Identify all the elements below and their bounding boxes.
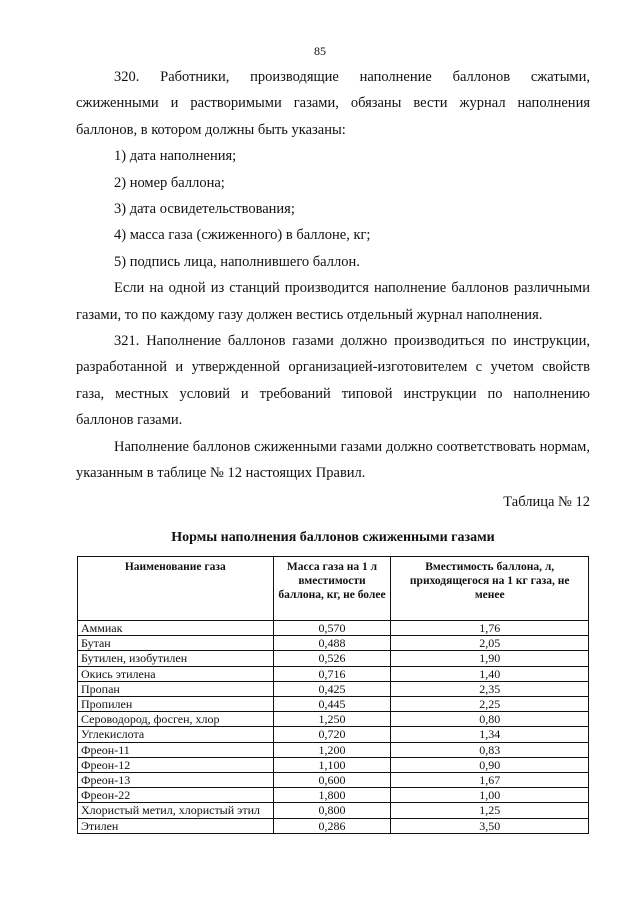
cell-capacity: 1,34: [391, 727, 589, 742]
table-row: [78, 788, 589, 803]
cell-gas-mass: 0,720: [273, 727, 391, 742]
cell-capacity: 2,25: [391, 697, 589, 712]
table-row: [78, 773, 589, 788]
cell-capacity: 1,40: [391, 666, 589, 681]
cell-capacity: 1,90: [391, 651, 589, 666]
cell-capacity: 1,00: [391, 788, 589, 803]
cell-gas-name: Бутилен, изобутилен: [78, 651, 274, 666]
paragraph-321: 321. Наполнение баллонов газами должно производиться по инструкции, разработанной и утвержденной организацией-изготовителем с учетом свойств газа, местных условий и требований типовой инструкции по наполнению баллонов газами.: [76, 333, 590, 429]
cell-gas-mass: 0,286: [273, 818, 391, 833]
cell-capacity: 0,83: [391, 742, 589, 757]
table-row: [78, 666, 589, 681]
paragraph-norms: Наполнение баллонов сжиженными газами должно соответствовать нормам, указанным в таблице № 12 настоящих Правил.: [76, 438, 590, 482]
table-row: [78, 651, 589, 666]
cell-gas-mass: 0,600: [273, 773, 391, 788]
header-capacity: Вместимость баллона, л, приходящегося на 1 кг газа, не менее: [391, 557, 589, 621]
paragraph-stations: Если на одной из станций производится наполнение баллонов различными газами, то по каждому газу должен вестись отдельный журнал наполнения.: [76, 280, 590, 323]
table-row: [78, 712, 589, 727]
table-row: [78, 742, 589, 757]
cell-gas-mass: 0,425: [273, 681, 391, 696]
cell-gas-mass: 0,570: [273, 621, 391, 636]
table-header-row: [78, 557, 589, 621]
cell-capacity: 1,25: [391, 803, 589, 818]
cell-gas-mass: 1,200: [273, 742, 391, 757]
table-row: [78, 803, 589, 818]
cell-gas-name: Фреон-22: [78, 788, 274, 803]
cell-gas-mass: 1,100: [273, 757, 391, 772]
cell-gas-mass: 1,250: [273, 712, 391, 727]
cell-capacity: 2,35: [391, 681, 589, 696]
cell-gas-mass: 0,445: [273, 697, 391, 712]
cell-gas-name: Углекислота: [78, 727, 274, 742]
cell-capacity: 2,05: [391, 636, 589, 651]
cell-capacity: 0,90: [391, 757, 589, 772]
cell-gas-name: Пропилен: [78, 697, 274, 712]
table-row: [78, 727, 589, 742]
cell-gas-name: Аммиак: [78, 621, 274, 636]
table-row: [78, 757, 589, 772]
paragraph-320: 320. Работники, производящие наполнение баллонов сжатыми, сжиженными и растворимыми газами, обязаны вести журнал наполнения баллонов, в котором должны быть указаны:: [76, 69, 590, 138]
cell-gas-mass: 1,800: [273, 788, 391, 803]
cell-gas-name: Фреон-12: [78, 757, 274, 772]
norms-table: [77, 556, 589, 834]
cell-gas-name: Хлористый метил, хлористый этил: [78, 803, 274, 818]
header-gas-mass: Масса газа на 1 л вместимости баллона, кг, не более: [273, 557, 391, 621]
cell-capacity: 1,67: [391, 773, 589, 788]
table-row: [78, 697, 589, 712]
table-row: [78, 621, 589, 636]
cell-capacity: 0,80: [391, 712, 589, 727]
cell-gas-name: Фреон-13: [78, 773, 274, 788]
table-row: [78, 681, 589, 696]
cell-gas-mass: 0,526: [273, 651, 391, 666]
list-item: 3) дата освидетельствования;: [114, 201, 295, 218]
cell-gas-mass: 0,488: [273, 636, 391, 651]
table-row: [78, 818, 589, 833]
header-gas-name: Наименование газа: [78, 557, 274, 621]
cell-capacity: 1,76: [391, 621, 589, 636]
list-item: 2) номер баллона;: [114, 174, 225, 191]
cell-gas-name: Этилен: [78, 818, 274, 833]
list-item: 4) масса газа (сжиженного) в баллоне, кг;: [114, 227, 371, 244]
table-body: [78, 621, 589, 834]
list-item: 1) дата наполнения;: [114, 148, 237, 165]
table-title: Нормы наполнения баллонов сжиженными газами: [171, 530, 495, 545]
cell-gas-mass: 0,800: [273, 803, 391, 818]
table-row: [78, 636, 589, 651]
cell-gas-name: Фреон-11: [78, 742, 274, 757]
cell-capacity: 3,50: [391, 818, 589, 833]
body-text: [76, 64, 590, 515]
table-label: Таблица № 12: [503, 493, 590, 510]
cell-gas-name: Бутан: [78, 636, 274, 651]
cell-gas-name: Сероводород, фосген, хлор: [78, 712, 274, 727]
page-number: 85: [314, 44, 326, 58]
list-item: 5) подпись лица, наполнившего баллон.: [114, 253, 360, 270]
cell-gas-name: Окись этилена: [78, 666, 274, 681]
cell-gas-mass: 0,716: [273, 666, 391, 681]
cell-gas-name: Пропан: [78, 681, 274, 696]
